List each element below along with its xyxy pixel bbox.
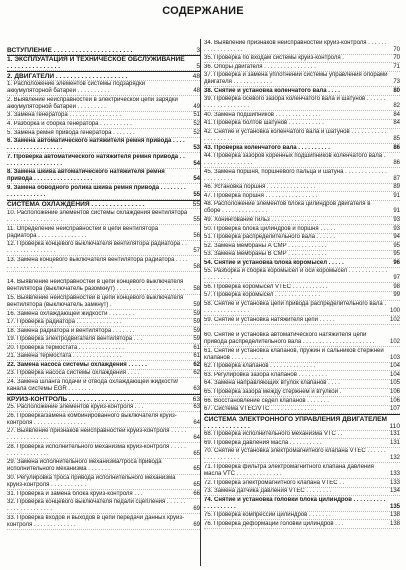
toc-entry-page: 105 xyxy=(389,380,400,387)
toc-entry xyxy=(7,153,200,169)
toc-entry-title: 34. Выявление признаков неисправностей круиз-контроля . . . . . . . . . . . . . . . . . . xyxy=(204,39,387,53)
toc-entry-page: 62 xyxy=(193,370,200,377)
toc-entry xyxy=(204,201,400,217)
toc-entry xyxy=(204,87,400,96)
toc-entry-title: 54. Снятие и установка блока коромысел . . . . . xyxy=(204,259,344,266)
toc-entry-title: 25. Расположение элементов круиз-контроля . . . xyxy=(7,404,144,411)
toc-entry-title: 41. Проверка болтов шатунов . . . . . . . . . . . xyxy=(204,120,324,127)
toc-entry-page: 93 xyxy=(393,225,400,232)
toc-entry-title: 11. Определение неисправностей в цепи вентилятора радиатора . . . . . . . . . . . . . . . xyxy=(7,225,159,239)
toc-entry-page: 65 xyxy=(193,466,200,473)
toc-entry-page: 53 xyxy=(193,145,200,152)
toc-entry-page: 89 xyxy=(393,184,400,191)
toc-entry-page: 104 xyxy=(389,371,400,378)
toc-entry-page: 138 xyxy=(389,512,400,519)
toc-entry-page: 106 xyxy=(389,397,400,404)
toc-entry-page: 73 xyxy=(393,79,400,86)
toc-entry xyxy=(7,378,200,394)
toc-entry-page: 48 xyxy=(192,72,200,80)
toc-entry xyxy=(7,225,200,241)
toc-entry xyxy=(204,96,400,112)
toc-entry xyxy=(204,192,400,201)
toc-entry-page: 59 xyxy=(193,327,200,334)
toc-entry-title: 24. Замена шланга подачи и отвода охлаждающей жидкости/канала системы EGR . . . . . . . . xyxy=(7,378,179,393)
toc-entry-page: 99 xyxy=(393,292,400,299)
toc-entry xyxy=(7,428,200,444)
toc-entry xyxy=(204,347,400,363)
toc-entry-title: 71. Проверка фильтра электромагнитного клапана давления масла VTC . . . . . . . . . . . . . . xyxy=(204,463,374,477)
toc-entry xyxy=(7,241,200,257)
toc-entry xyxy=(7,295,200,311)
toc-entry xyxy=(7,112,200,121)
toc-entry-title: СИСТЕМА ЭЛЕКТРОННОГО УПРАВЛЕНИЯ ДВИГАТЕЛЕМ . . . . . . . . . . . . . xyxy=(204,415,388,430)
toc-entry-title: 20. Проверка термостата . . . . . . . . . . . . . . xyxy=(7,344,124,351)
toc-entry-page: 95 xyxy=(393,251,400,258)
page-title: СОДЕРЖАНИЕ xyxy=(162,5,244,17)
toc-entry-title: 28. Проверка исполнительного механизма круиз-контроля . . . . . . . . . . . . . . . . . . xyxy=(7,443,186,457)
toc-entry xyxy=(7,443,200,459)
toc-entry-title: 64. Замена направляющих втулок клапанов . . . . xyxy=(204,380,340,387)
toc-entry-page: 102 xyxy=(389,316,400,323)
toc-entry-title: 50. Проверка блока цилиндров и поршня . . . . . xyxy=(204,225,336,232)
toc-entry-title: 1. Расположение элементов системы подзарядки аккумуляторной батареи . . . . . . . . . . xyxy=(7,81,146,95)
toc-entry xyxy=(204,268,400,284)
toc-entry-title: 57. Проверка коромысел . . . . . . . . . . . . . . xyxy=(204,292,321,299)
toc-entry-page: 93 xyxy=(393,217,400,224)
toc-entry-title: 49. Хонингование гильз . . . . . . . . . . . . . . xyxy=(204,217,317,224)
toc-entry-page: 54 xyxy=(193,176,200,183)
toc-entry-title: 48. Расположение элементов блока цилиндров двигателя в сборе . . . . . . . . . . . . . . xyxy=(204,201,371,215)
toc-section-heading xyxy=(7,39,200,55)
toc-entry xyxy=(7,514,200,530)
toc-entry-title: 65. Проверка зазора между стержнем и втулкой . xyxy=(204,389,342,396)
toc-entry-page: 52 xyxy=(193,120,200,127)
toc-entry-page: 63 xyxy=(193,404,200,411)
toc-entry-title: 55. Разборка и сборка коромысел и оси коромысел . . . . . . . . . . . . . . . . . . . . . xyxy=(204,268,388,282)
toc-entry-title: 22. Замена насоса системы охлаждения . . . . . . xyxy=(7,361,147,368)
toc-entry-page: 131 xyxy=(389,439,400,446)
toc-entry-title: 32. Проверка концевого выключателя педали сцепления . . . . . . . . . . . . . . . . . . . . xyxy=(7,499,186,513)
toc-entry xyxy=(204,111,400,120)
toc-entry xyxy=(7,184,200,200)
toc-entry-title: 3. Замена генератора . . . . . . . . . . . . . . . . xyxy=(7,112,122,119)
toc-entry-page: 55 xyxy=(192,201,200,209)
toc-entry-page: 54 xyxy=(193,160,200,167)
toc-entry xyxy=(204,463,400,479)
toc-entry xyxy=(204,496,400,512)
toc-entry xyxy=(204,448,400,464)
toc-entry-title: 29. Замена исполнительного механизма/троса привода исполнительного механизма . . . . . . . xyxy=(7,459,162,473)
toc-entry-page: 86 xyxy=(393,144,400,151)
toc-entry xyxy=(204,301,400,317)
toc-entry xyxy=(204,488,400,497)
toc-entry-title: 21. Замена термостата . . . . . . . . . . . . . . . xyxy=(7,353,122,360)
toc-entry-title: СИСТЕМА ОХЛАЖДЕНИЯ . . . . . . . . . . . . . . . xyxy=(7,201,145,209)
toc-entry-page: 70 xyxy=(393,55,400,62)
toc-entry-title: 37. Проверка и замена уплотнений системы управления опорами двигателя . . . . . . . . . . . . xyxy=(204,72,388,86)
toc-entry xyxy=(204,325,400,348)
toc-entry-page: 71 xyxy=(393,63,400,70)
toc-entry-page: 106 xyxy=(389,389,400,396)
toc-entry-page: 84 xyxy=(393,120,400,127)
toc-entry xyxy=(204,512,400,521)
toc-right-column xyxy=(204,39,400,529)
toc-entry xyxy=(204,242,400,251)
toc-entry xyxy=(7,256,200,272)
toc-entry-title: 17. Проверка радиатора . . . . . . . . . . . . . . xyxy=(7,319,122,326)
toc-entry-title: 16. Замена охлаждающей жидкости . . . . . . . . xyxy=(7,310,135,317)
toc-entry-title: 75. Проверка компрессии цилиндров . . . . . . . xyxy=(204,512,331,519)
toc-entry-title: 68. Проверка исполнительного механизма VTC . . xyxy=(204,431,343,438)
toc-entry xyxy=(204,225,400,234)
toc-entry-title: 38. Снятие и установка коленчатого вала . . . . xyxy=(204,87,340,94)
toc-entry-title: 1. ЭКСПЛУАТАЦИЯ И ТЕХНИЧЕСКОЕ ОБСЛУЖИВАНИЕ . . . . . . . . . . . . . . . xyxy=(7,56,185,71)
toc-entry-page: 55 xyxy=(193,217,200,224)
toc-entry-page: 131 xyxy=(389,431,400,438)
toc-entry-title: 9. Замена обводного ролика шкива ремня привода . . . . . . . . . . . . . . . . . . . . xyxy=(7,184,186,198)
toc-entry xyxy=(204,316,400,325)
toc-entry-title: 47. Проверка поршня . . . . . . . . . . . . . . . . xyxy=(204,192,318,199)
toc-entry-title: 63. Регулировка зазора клапанов . . . . . . . . . xyxy=(204,371,327,378)
toc-entry-title: 62. Проверка клапанов . . . . . . . . . . . . . . xyxy=(204,363,316,370)
toc-entry xyxy=(7,120,200,129)
toc-entry-page: 48 xyxy=(193,88,200,95)
toc-entry-page: 59 xyxy=(193,310,200,317)
toc-entry xyxy=(7,499,200,515)
toc-entry-page: 91 xyxy=(393,192,400,199)
toc-section-heading xyxy=(7,200,200,210)
toc-entry xyxy=(7,272,200,295)
toc-entry-title: 44. Проверка зазоров коренных подшипников коленчатого вала . . . . . . . . . . . . . . . . xyxy=(204,153,386,167)
toc-entry xyxy=(204,439,400,448)
toc-entry xyxy=(7,96,200,112)
toc-entry-page: 82 xyxy=(393,103,400,110)
toc-entry xyxy=(204,129,400,145)
toc-entry-title: 18. Замена радиатора и вентилятора . . . . . . . xyxy=(7,327,135,334)
toc-entry-page: 66 xyxy=(193,490,200,497)
toc-entry-title: 2. ДВИГАТЕЛИ . . . . . . . . . . . . . . . . . . . . xyxy=(7,72,128,80)
toc-entry-title: 13. Замена концевого выключателя вентилятора радиатора . . . . . . . . . . . . . . . . . . xyxy=(7,256,188,270)
toc-entry xyxy=(204,234,400,243)
toc-entry-page: 135 xyxy=(389,503,400,510)
toc-entry xyxy=(7,490,200,499)
toc-entry-page: 64 xyxy=(193,419,200,426)
toc-entry-title: 43. Проверка коленчатого вала . . . . . . . . . . xyxy=(204,144,330,151)
toc-entry-page: 61 xyxy=(193,344,200,351)
toc-entry-title: 31. Проверка и замена блока круиз-контроля . . . xyxy=(7,490,143,497)
toc-entry-title: 59. Снятие и установка натяжителя цепи . . . . . xyxy=(204,316,335,323)
toc-entry-page: 134 xyxy=(389,488,400,495)
toc-entry-page: 87 xyxy=(393,175,400,182)
toc-entry-page: 58 xyxy=(193,286,200,293)
toc-entry-title: 46. Установка поршня . . . . . . . . . . . . . . . xyxy=(204,184,316,191)
toc-entry-title: 2. Выявление неисправностей в электрической цепи зарядки аккумуляторной батареи . . . . . . . . . xyxy=(7,96,178,110)
toc-entry-page: 95 xyxy=(393,242,400,249)
toc-entry-title: 53. Замена мембраны В СМР . . . . . . . . . . . . xyxy=(204,251,327,258)
toc-entry-page: 132 xyxy=(389,455,400,462)
toc-entry-title: 8. Замена шкива автоматического натяжителя ремня привода . . . . . . . . . . . . . . . . . . xyxy=(7,169,165,183)
toc-entry xyxy=(204,363,400,372)
toc-entry-title: 10. Расположение элементов системы охлаждения вентилятора . . . . . . . . . . . . . . . . . xyxy=(7,209,188,224)
toc-entry-page: 96 xyxy=(393,259,400,266)
toc-entry-page: 49 xyxy=(193,103,200,110)
toc-entry-title: 39. Проверка осевого зазора коленчатого вала и шатунов . . . . . . . . . . . . . . . . . . . . xyxy=(204,96,386,110)
toc-left-column xyxy=(7,39,201,566)
toc-entry-page: 69 xyxy=(193,506,200,513)
toc-entry xyxy=(7,129,200,138)
toc-entry-title: 73. Замена датчика давления VTEC . . . . . . . . xyxy=(204,488,332,495)
toc-entry-title: 74. Снятие и установка головки блока цилиндров . . . . . . . . . . . . . . . . . . . . xyxy=(204,496,386,510)
toc-entry-page: 133 xyxy=(389,470,400,477)
toc-entry xyxy=(204,520,400,529)
toc-entry-page: 62 xyxy=(193,361,200,368)
toc-entry-title: 76. Проверка деформаций головки цилиндров . . . xyxy=(204,520,344,527)
toc-entry-page: 58 xyxy=(193,263,200,270)
toc-entry-page: 102 xyxy=(389,339,400,346)
toc-entry-title: 14. Выявление неисправностей в цепи концевого выключателя вентилятора (выключатель разомкнут) . . . . . . . . . . . . . . . . . . . . . xyxy=(7,279,185,293)
toc-entry-page: 104 xyxy=(389,363,400,370)
toc-entry xyxy=(7,475,200,491)
toc-entry-page: 69 xyxy=(193,521,200,528)
toc-entry xyxy=(204,144,400,153)
toc-entry xyxy=(7,404,200,413)
toc-entry-page: 55 xyxy=(193,191,200,198)
toc-entry-title: 58. Снятие и установка цепи привода распределительного вала . . . . . . . . . . . . . . . xyxy=(204,301,387,315)
toc-entry-page: 65 xyxy=(193,482,200,489)
toc-section-heading xyxy=(7,55,200,72)
toc-entry-title: 60. Снятие и установка автоматического натяжителя цепи привода распределительного вала . . . . . . . . . . . . . . . . . . . . . . xyxy=(204,332,375,346)
toc-entry xyxy=(204,217,400,226)
toc-entry xyxy=(204,120,400,129)
toc-entry-page: 98 xyxy=(393,283,400,290)
toc-entry-page: 86 xyxy=(393,160,400,167)
toc-entry-page: 133 xyxy=(389,479,400,486)
toc-entry-title: 67. Система VTEC/VTC . . . . . . . . . . . . . . xyxy=(204,406,317,413)
toc-entry-title: 4. Разборка и сборка генератора . . . . . . . . . . xyxy=(7,120,132,127)
toc-entry-page: 61 xyxy=(193,353,200,360)
toc-entry-page: 63 xyxy=(192,395,200,403)
toc-entry xyxy=(204,371,400,380)
toc-entry xyxy=(204,168,400,184)
toc-entry-page: 110 xyxy=(389,422,400,430)
toc-entry-page: 5 xyxy=(196,63,200,71)
toc-entry-page: 138 xyxy=(389,520,400,527)
toc-entry xyxy=(204,153,400,169)
toc-entry-page: 100 xyxy=(389,308,400,315)
toc-entry-page: 57 xyxy=(193,248,200,255)
toc-entry xyxy=(7,81,200,97)
toc-entry xyxy=(7,209,200,225)
toc-entry-title: 19. Проверка электродвигателя вентилятора . . . xyxy=(7,336,143,343)
toc-entry xyxy=(7,336,200,345)
toc-entry-title: 69. Проверка давления масла . . . . . . . . . . xyxy=(204,439,322,446)
toc-entry-title: 30. Регулировка троса привода исполнительного механизма круиз-контроля . . . . . . . . . . . xyxy=(7,475,176,489)
toc-entry-title: 40. Замена подшипников . . . . . . . . . . . . . . xyxy=(204,111,321,118)
toc-entry-title: 26. Проверка/замена комбинированного выключателя круиз-контроля . . . . . . . . . . . . . . . . xyxy=(7,412,177,426)
toc-entry xyxy=(7,327,200,336)
toc-entry xyxy=(204,72,400,88)
toc-entry xyxy=(204,55,400,64)
toc-entry-page: 63 xyxy=(193,386,200,393)
toc-entry-page: 64 xyxy=(193,435,200,442)
toc-entry-page: 3 xyxy=(196,46,200,54)
toc-entry xyxy=(204,39,400,55)
toc-section-heading xyxy=(204,414,400,431)
toc-entry-title: 51. Проверка распределительного вала . . . . . . xyxy=(204,234,335,241)
toc-entry xyxy=(204,259,400,268)
toc-entry-page: 56 xyxy=(193,232,200,239)
toc-entry-title: 42. Снятие и установка коленчатого вала и шатунов . . . . . . . . . . . . . . . . . . . . xyxy=(204,129,387,143)
toc-entry-title: 56. Проверка коромысел VTEC . . . . . . . . . . . xyxy=(204,283,328,290)
toc-entry-page: 51 xyxy=(193,112,200,119)
toc-entry-page: 97 xyxy=(393,275,400,282)
toc-entry-page: 103 xyxy=(389,354,400,361)
toc-entry xyxy=(7,353,200,362)
toc-entry xyxy=(204,431,400,440)
toc-entry-page: 59 xyxy=(193,319,200,326)
toc-entry-title: 35. Проверка по входам системы круиз-контроля . xyxy=(204,55,344,62)
toc-entry xyxy=(204,283,400,292)
toc-entry-page: 65 xyxy=(193,450,200,457)
toc-entry-title: 15. Выявление неисправностей в цепи концевого выключателя вентилятора (выключатель замкнут) . xyxy=(7,295,184,309)
toc-entry-page: 91 xyxy=(393,208,400,215)
toc-entry-page: 107 xyxy=(389,406,400,413)
toc-entry xyxy=(204,397,400,406)
toc-entry-title: 61. Снятие и установка клапанов, пружин и сальников стержней клапанов . . . . . . . . . . xyxy=(204,347,384,361)
toc-entry-title: 27. Выявление признаков неисправностей круиз-контроля . . . . . . . . . . . . . . . . . . xyxy=(7,428,187,442)
toc-entry-title: 7. Проверка автоматического натяжителя ремня привода . . . . . . . . . . . . . . . . . . . xyxy=(7,153,185,167)
toc-section-heading xyxy=(7,394,200,404)
toc-entry xyxy=(204,380,400,389)
toc-entry-page: 70 xyxy=(393,46,400,53)
toc-entry xyxy=(7,319,200,328)
toc-entry xyxy=(7,344,200,353)
toc-entry xyxy=(204,479,400,488)
toc-entry-title: 23. Проверка насоса системы охлаждения . . . . xyxy=(7,370,140,377)
toc-entry-title: 5. Замена ремня привода генератора . . . . . . . xyxy=(7,129,135,136)
toc-entry-title: 12. Проверка концевого выключателя вентилятора радиатора . . . . . . . . . . . . . . . . . xyxy=(7,241,187,255)
toc-entry-page: 84 xyxy=(393,111,400,118)
toc-entry-title: 33. Проверка входов и выходов в цепи передачи данных круиз-контроля . . . . . . . . . . . . . xyxy=(7,514,185,528)
toc-entry-title: 66. Восстановление седел клапанов . . . . . . . xyxy=(204,397,329,404)
toc-entry xyxy=(204,389,400,398)
toc-entry xyxy=(7,138,200,154)
toc-entry-page: 59 xyxy=(193,302,200,309)
toc-entry-title: КРУИЗ-КОНТРОЛЬ . . . . . . . . . . . . . . . . . . xyxy=(7,395,134,403)
toc-entry-page: 59 xyxy=(193,336,200,343)
toc-entry xyxy=(204,406,400,415)
toc-entry-page: 85 xyxy=(393,136,400,143)
toc-entry xyxy=(204,63,400,72)
toc-entry-title: 72. Проверка электромагнитного клапана VTEC . . xyxy=(204,479,345,486)
toc-entry-title: 36. Опоры двигателя . . . . . . . . . . . . . . . . xyxy=(204,63,316,70)
toc-entry xyxy=(7,169,200,185)
toc-entry-title: 6. Замена автоматического натяжителя ремня привода . . . . . . . . . . . . . . . . . . . . . xyxy=(7,138,185,152)
toc-entry xyxy=(204,184,400,193)
toc-entry xyxy=(7,412,200,428)
toc-entry-page: 80 xyxy=(393,87,400,94)
toc-entry-title: 45. Замена поршня, поршневого пальца и шатуна . . . . . . . . . . . . . . . . . . . . . . xyxy=(204,168,387,182)
toc-entry xyxy=(204,251,400,260)
toc-entry-title: 52. Замена мембраны А СМР . . . . . . . . . . . . xyxy=(204,242,327,249)
toc-section-heading xyxy=(7,71,200,81)
toc-entry xyxy=(7,310,200,319)
toc-entry xyxy=(7,370,200,379)
toc-entry xyxy=(7,361,200,370)
toc-entry xyxy=(7,459,200,475)
toc-entry-page: 94 xyxy=(393,234,400,241)
toc-entry-title: ВСТУПЛЕНИЕ . . . . . . . . . . . . . . . . . . . . . . xyxy=(7,46,133,54)
toc-entry xyxy=(204,292,400,301)
toc-entry-title: 70. Снятие и установка электромагнитного клапана VTEC . . . . . . . . . . . . . . . . . xyxy=(204,448,386,462)
toc-entry-page: 52 xyxy=(193,129,200,136)
